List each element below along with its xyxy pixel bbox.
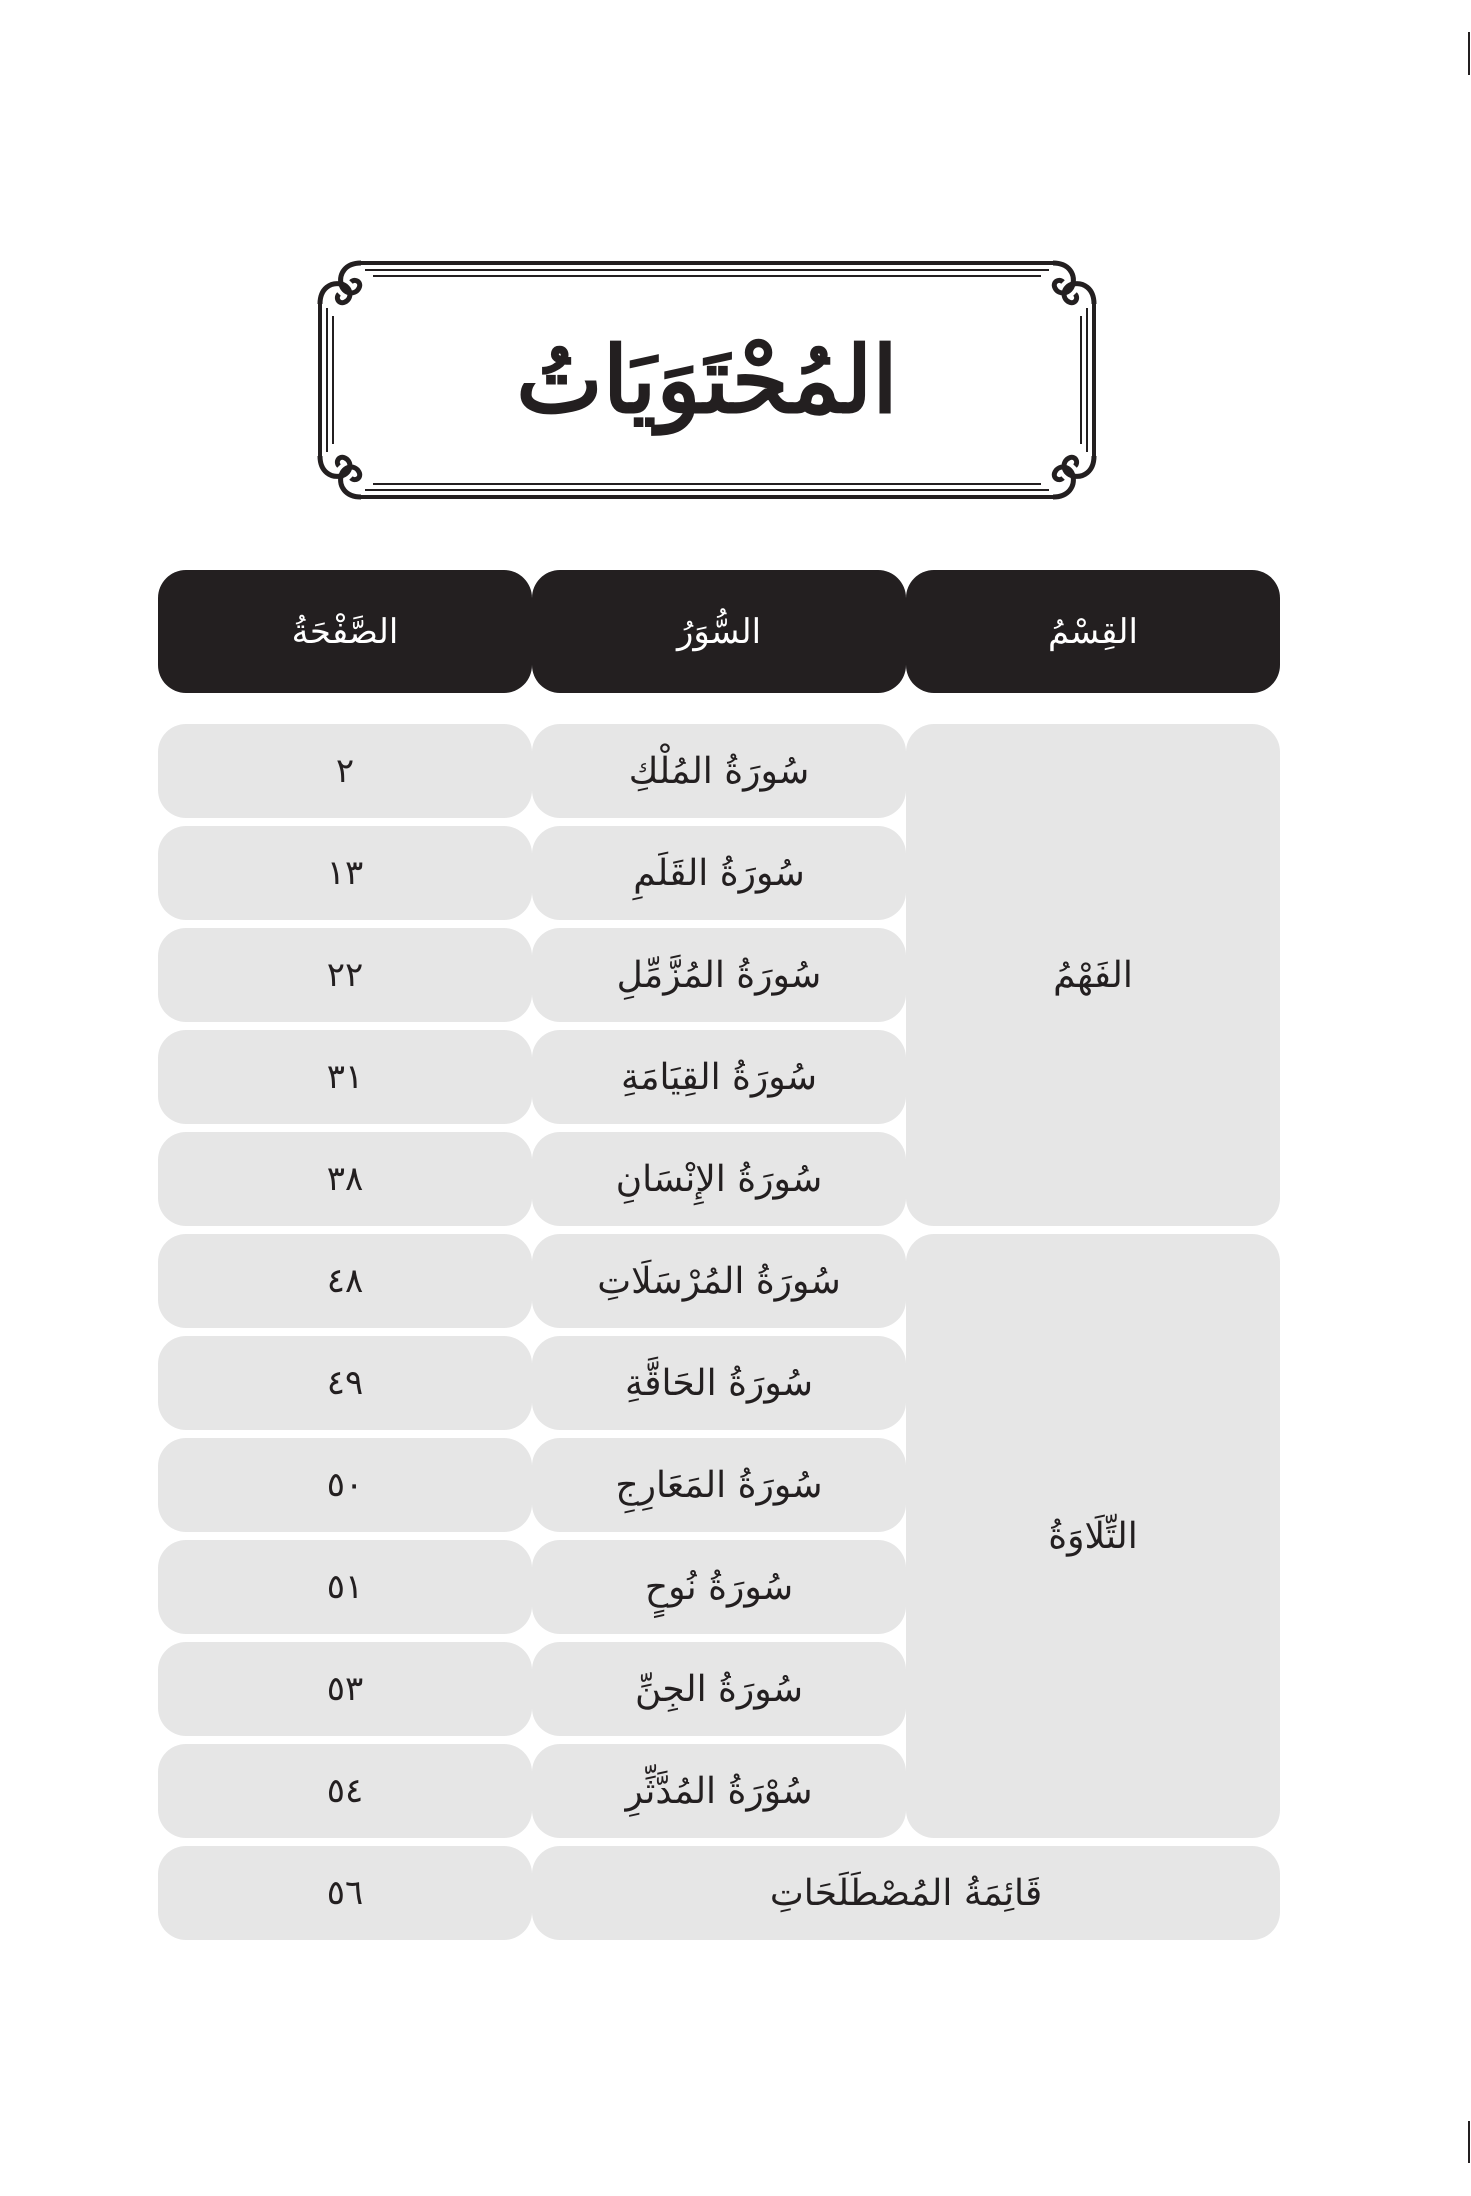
page-title: المُحْتَوَيَاتُ xyxy=(516,326,898,434)
glossary-page-number: ٥٦ xyxy=(158,1846,532,1940)
sura-link[interactable]: سُورَةُ المُرْسَلَاتِ xyxy=(532,1234,906,1328)
page-number: ٤٩ xyxy=(158,1336,532,1430)
page-number: ٥٣ xyxy=(158,1642,532,1736)
header-section: القِسْمُ xyxy=(906,570,1280,693)
header-page: الصَّفْحَةُ xyxy=(158,570,532,693)
header-suras: السُّوَرُ xyxy=(532,570,906,693)
crop-mark-top xyxy=(1468,32,1470,75)
crop-mark-bottom xyxy=(1468,2121,1470,2163)
sura-link[interactable]: سُورَةُ القِيَامَةِ xyxy=(532,1030,906,1124)
page-number: ٢ xyxy=(158,724,532,818)
page-number: ٥١ xyxy=(158,1540,532,1634)
page-number: ١٣ xyxy=(158,826,532,920)
glossary-link[interactable]: قَائِمَةُ المُصْطَلَحَاتِ xyxy=(532,1846,1280,1940)
title-frame xyxy=(317,260,1097,500)
sura-link[interactable]: سُورَةُ الحَاقَّةِ xyxy=(532,1336,906,1430)
page-number: ٥٠ xyxy=(158,1438,532,1532)
sura-link[interactable]: سُورَةُ القَلَمِ xyxy=(532,826,906,920)
page-number: ٤٨ xyxy=(158,1234,532,1328)
sura-link[interactable]: سُورَةُ الإِنْسَانِ xyxy=(532,1132,906,1226)
section-label: الفَهْمُ xyxy=(906,724,1280,1226)
page-number: ٣١ xyxy=(158,1030,532,1124)
sura-link[interactable]: سُورَةُ نُوحٍ xyxy=(532,1540,906,1634)
section-label: التِّلَاوَةُ xyxy=(906,1234,1280,1838)
page-number: ٣٨ xyxy=(158,1132,532,1226)
sura-link[interactable]: سُورَةُ المُزَّمِّلِ xyxy=(532,928,906,1022)
page-number: ٢٢ xyxy=(158,928,532,1022)
sura-link[interactable]: سُوْرَةُ المُدَّثِّرِ xyxy=(532,1744,906,1838)
sura-link[interactable]: سُورَةُ المُلْكِ xyxy=(532,724,906,818)
sura-link[interactable]: سُورَةُ الجِنِّ xyxy=(532,1642,906,1736)
page-number: ٥٤ xyxy=(158,1744,532,1838)
sura-link[interactable]: سُورَةُ المَعَارِجِ xyxy=(532,1438,906,1532)
